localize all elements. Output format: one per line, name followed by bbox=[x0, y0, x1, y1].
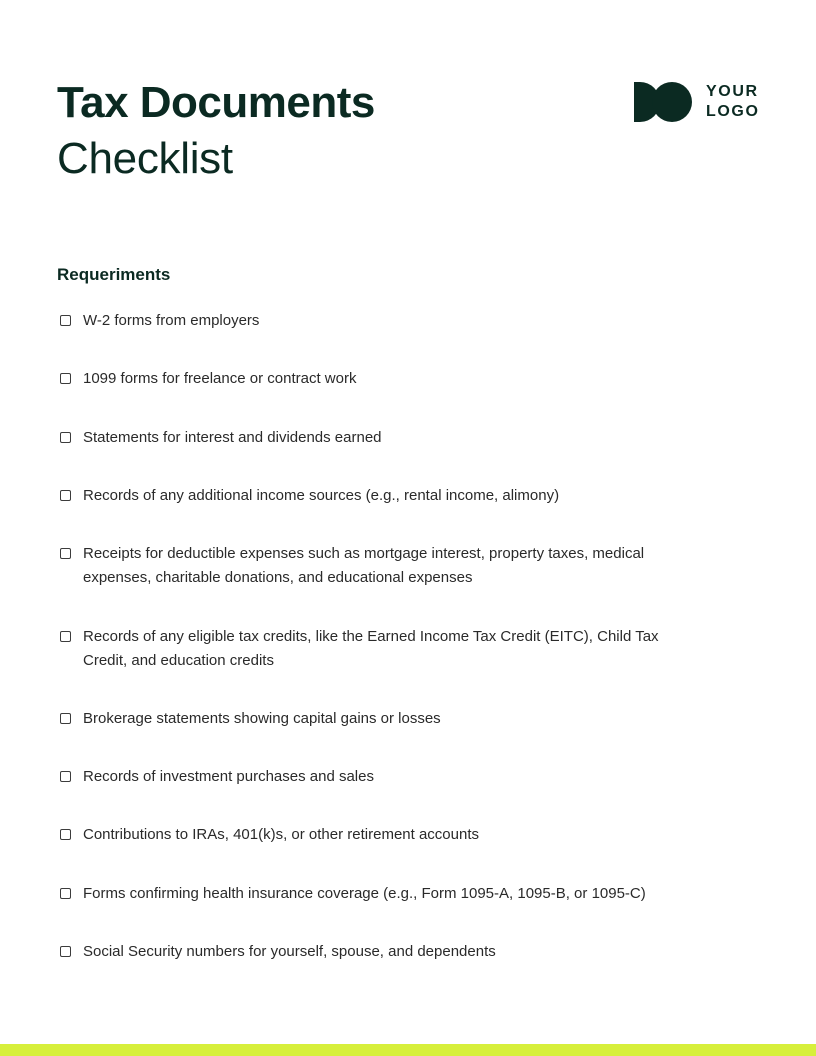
checklist-item-label: Brokerage statements showing capital gains or losses bbox=[83, 710, 441, 727]
checkbox[interactable] bbox=[60, 946, 71, 957]
checklist-item-label: Records of any additional income sources (e.g., rental income, alimony) bbox=[83, 487, 560, 504]
logo-mark-icon bbox=[634, 82, 692, 122]
checklist-item[interactable] bbox=[60, 626, 700, 673]
checklist-item-label: Records of investment purchases and sales bbox=[83, 768, 374, 785]
title-block bbox=[57, 76, 375, 188]
checklist-item[interactable] bbox=[60, 427, 700, 450]
page-subtitle: Checklist bbox=[57, 134, 233, 183]
checkbox[interactable] bbox=[60, 548, 71, 559]
checklist-item[interactable] bbox=[60, 824, 700, 847]
bottom-accent-bar bbox=[0, 1044, 816, 1056]
checklist-item-label: Social Security numbers for yourself, spouse, and dependents bbox=[83, 943, 496, 960]
checklist-item-label: W-2 forms from employers bbox=[83, 312, 260, 329]
logo-text bbox=[706, 82, 760, 122]
checklist-item-label: Receipts for deductible expenses such as mortgage interest, property taxes, medical expenses, charitable donations, and educational expenses bbox=[83, 545, 645, 586]
checkbox[interactable] bbox=[60, 829, 71, 840]
checklist-item[interactable] bbox=[60, 485, 700, 508]
checklist-item[interactable] bbox=[60, 368, 700, 391]
checkbox[interactable] bbox=[60, 631, 71, 642]
checklist-item-label: Forms confirming health insurance coverage (e.g., Form 1095-A, 1095-B, or 1095-C) bbox=[83, 885, 646, 902]
checklist-item[interactable] bbox=[60, 708, 700, 731]
logo bbox=[634, 82, 760, 122]
checklist-item[interactable] bbox=[60, 883, 700, 906]
page-title: Tax Documents bbox=[57, 78, 375, 127]
checkbox[interactable] bbox=[60, 713, 71, 724]
logo-text-line-2: LOGO bbox=[706, 103, 760, 120]
checkbox[interactable] bbox=[60, 373, 71, 384]
checklist-item-label: 1099 forms for freelance or contract work bbox=[83, 370, 357, 387]
logo-text-line-1: YOUR bbox=[706, 83, 759, 100]
section-heading: Requeriments bbox=[57, 265, 171, 284]
checklist-item[interactable] bbox=[60, 543, 700, 590]
checklist-item[interactable] bbox=[60, 766, 700, 789]
checkbox[interactable] bbox=[60, 490, 71, 501]
checkbox[interactable] bbox=[60, 315, 71, 326]
checklist-item-label: Contributions to IRAs, 401(k)s, or other retirement accounts bbox=[83, 826, 480, 843]
checklist-item-label: Statements for interest and dividends earned bbox=[83, 429, 382, 446]
checklist-item-label: Records of any eligible tax credits, like the Earned Income Tax Credit (EITC), Child Tax Credit, and education credits bbox=[83, 628, 659, 669]
checklist-item[interactable] bbox=[60, 941, 700, 964]
checkbox[interactable] bbox=[60, 771, 71, 782]
checklist-item[interactable] bbox=[60, 310, 700, 333]
checkbox[interactable] bbox=[60, 432, 71, 443]
checkbox[interactable] bbox=[60, 888, 71, 899]
